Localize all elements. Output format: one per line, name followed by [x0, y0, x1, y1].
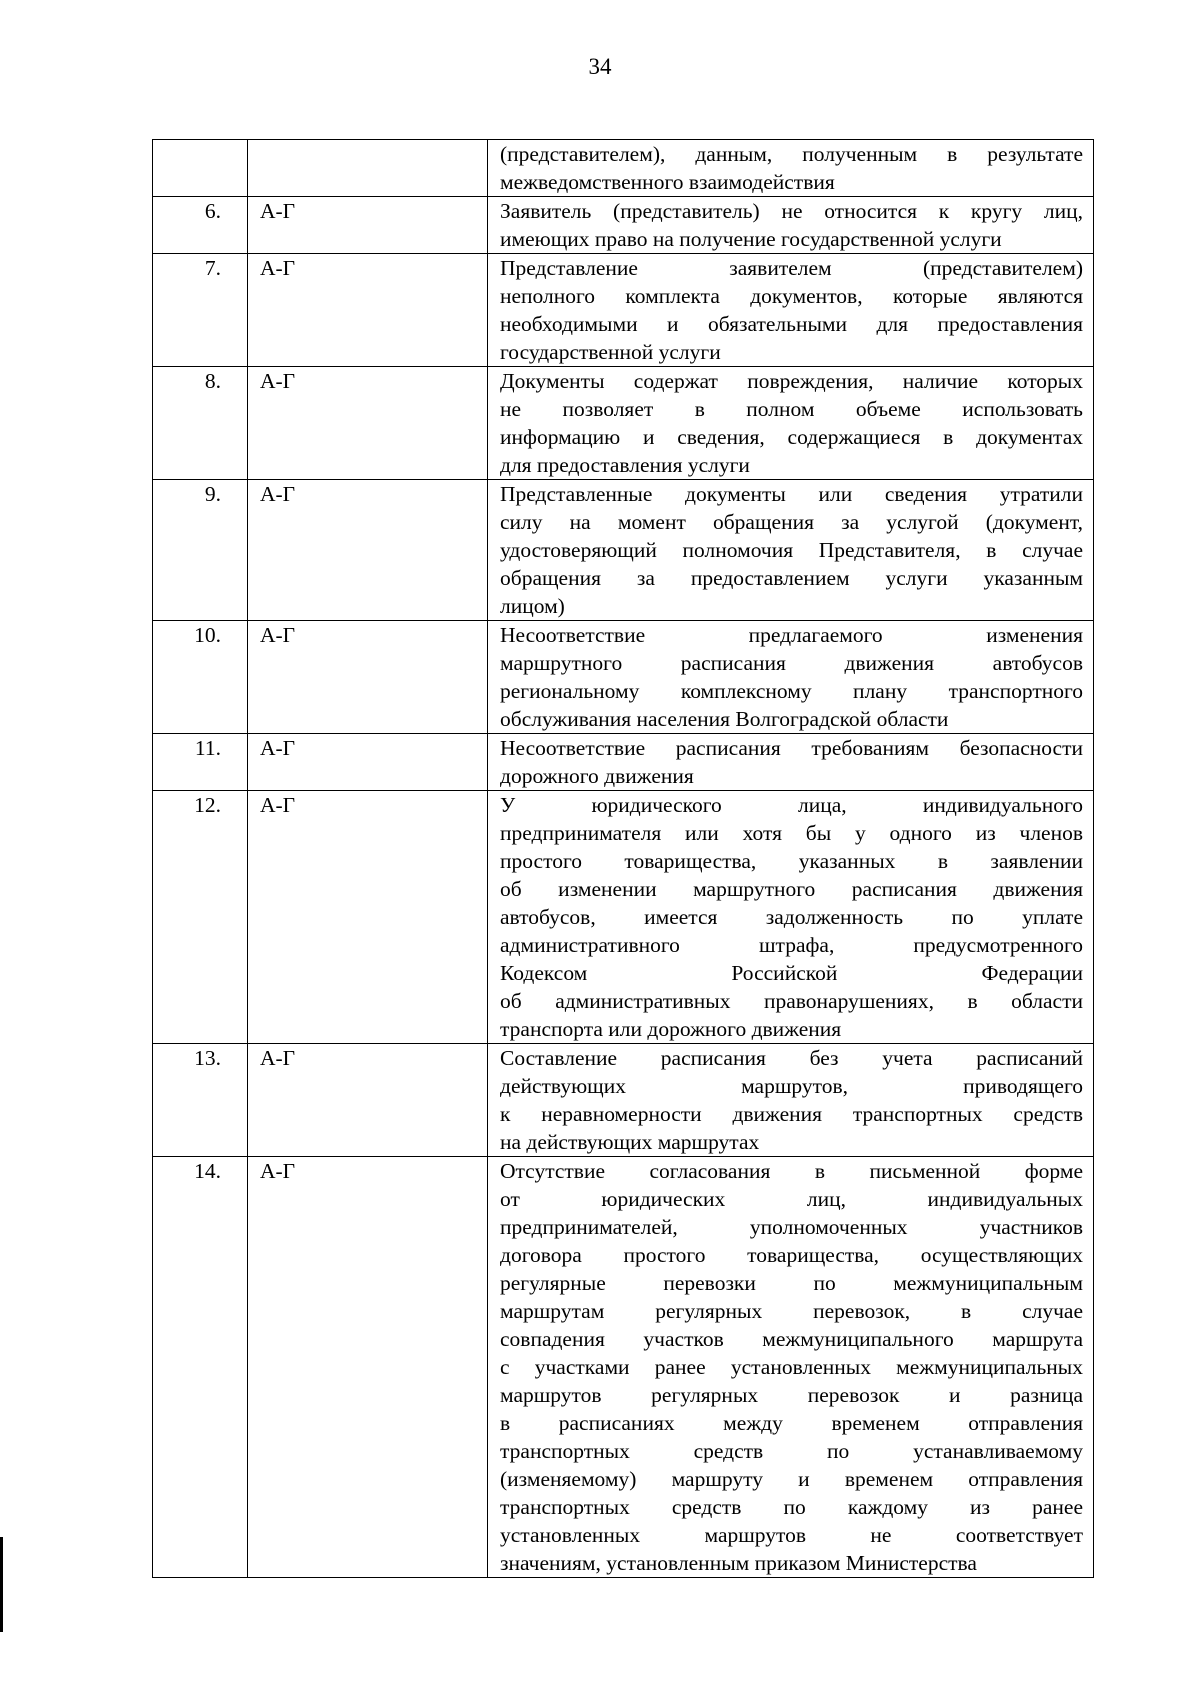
description-line: маршрутам регулярных перевозок, в случае: [500, 1299, 1083, 1323]
row-description-cell: [488, 367, 1094, 480]
description-line: Документы содержат повреждения, наличие которых: [500, 369, 1083, 393]
description-line: межведомственного взаимодействия: [500, 170, 835, 194]
description-line: предпринимателя или хотя бы у одного из членов: [500, 821, 1083, 845]
description-line: силу на момент обращения за услугой (документ,: [500, 510, 1083, 534]
row-description-cell: [488, 140, 1094, 197]
description-line: информацию и сведения, содержащиеся в документах: [500, 425, 1083, 449]
description-line: для предоставления услуги: [500, 453, 750, 477]
table-row: [153, 734, 1094, 791]
description-line: Несоответствие расписания требованиям безопасности: [500, 736, 1083, 760]
row-code-cell: А-Г: [248, 254, 488, 367]
page-number: 34: [588, 54, 612, 79]
description-line: Составление расписания без учета расписаний: [500, 1046, 1083, 1070]
description-line: (изменяемому) маршруту и временем отправления: [500, 1467, 1083, 1491]
description-line: к неравномерности движения транспортных средств: [500, 1102, 1083, 1126]
description-line: лицом): [500, 594, 565, 618]
table-body: [153, 140, 1094, 1578]
row-description-cell: [488, 254, 1094, 367]
description-line: в расписаниях между временем отправления: [500, 1411, 1083, 1435]
description-line: (представителем), данным, полученным в результате: [500, 142, 1083, 166]
table-row: [153, 791, 1094, 1044]
description-line: действующих маршрутов, приводящего: [500, 1074, 1083, 1098]
row-code-cell: А-Г: [248, 791, 488, 1044]
row-description-cell: [488, 197, 1094, 254]
row-code-cell: [248, 140, 488, 197]
refusal-grounds-table: [152, 139, 1094, 1578]
description-line: совпадения участков межмуниципального маршрута: [500, 1327, 1083, 1351]
row-code-cell: А-Г: [248, 1157, 488, 1578]
description-line: маршрутов регулярных перевозок и разница: [500, 1383, 1083, 1407]
row-number-cell: 6.: [153, 197, 248, 254]
description-line: маршрутного расписания движения автобусов: [500, 651, 1083, 675]
description-line: на действующих маршрутах: [500, 1130, 760, 1154]
description-line: Заявитель (представитель) не относится к кругу лиц,: [500, 199, 1083, 223]
description-line: значениям, установленным приказом Министерства: [500, 1551, 977, 1575]
row-description-cell: [488, 1157, 1094, 1578]
description-line: автобусов, имеется задолженность по уплате: [500, 905, 1083, 929]
row-number-cell: [153, 140, 248, 197]
description-line: транспортных средств по устанавливаемому: [500, 1439, 1083, 1463]
row-number-cell: 12.: [153, 791, 248, 1044]
description-line: от юридических лиц, индивидуальных: [500, 1187, 1083, 1211]
description-line: установленных маршрутов не соответствует: [500, 1523, 1083, 1547]
description-line: дорожного движения: [500, 764, 694, 788]
row-number-cell: 10.: [153, 621, 248, 734]
table-row: [153, 197, 1094, 254]
description-line: Кодексом Российской Федерации: [500, 961, 1083, 985]
row-code-cell: А-Г: [248, 734, 488, 791]
description-line: с участками ранее установленных межмуниципальных: [500, 1355, 1083, 1379]
description-line: имеющих право на получение государственной услуги: [500, 227, 1002, 251]
row-number-cell: 8.: [153, 367, 248, 480]
description-line: регулярные перевозки по межмуниципальным: [500, 1271, 1083, 1295]
table-row: [153, 1157, 1094, 1578]
description-line: необходимыми и обязательными для предоставления: [500, 312, 1083, 336]
row-description-cell: [488, 480, 1094, 621]
description-line: транспорта или дорожного движения: [500, 1017, 842, 1041]
description-line: транспортных средств по каждому из ранее: [500, 1495, 1083, 1519]
row-code-cell: А-Г: [248, 1044, 488, 1157]
description-line: об изменении маршрутного расписания движения: [500, 877, 1083, 901]
description-line: простого товарищества, указанных в заявлении: [500, 849, 1083, 873]
description-line: обращения за предоставлением услуги указанным: [500, 566, 1083, 590]
description-line: Представление заявителем (представителем): [500, 256, 1083, 280]
table-row: [153, 140, 1094, 197]
description-line: предпринимателей, уполномоченных участников: [500, 1215, 1083, 1239]
description-line: У юридического лица, индивидуального: [500, 793, 1083, 817]
row-number-cell: 9.: [153, 480, 248, 621]
row-description-cell: [488, 621, 1094, 734]
description-line: обслуживания населения Волгоградской области: [500, 707, 949, 731]
description-line: не позволяет в полном объеме использовать: [500, 397, 1083, 421]
description-line: договора простого товарищества, осуществляющих: [500, 1243, 1083, 1267]
description-line: об административных правонарушениях, в области: [500, 989, 1083, 1013]
description-line: административного штрафа, предусмотренного: [500, 933, 1083, 957]
row-number-cell: 14.: [153, 1157, 248, 1578]
row-number-cell: 7.: [153, 254, 248, 367]
row-description-cell: [488, 1044, 1094, 1157]
row-code-cell: А-Г: [248, 621, 488, 734]
table-row: [153, 1044, 1094, 1157]
table-row: [153, 621, 1094, 734]
row-description-cell: [488, 791, 1094, 1044]
description-line: удостоверяющий полномочия Представителя, в случае: [500, 538, 1083, 562]
row-code-cell: А-Г: [248, 197, 488, 254]
description-line: Представленные документы или сведения утратили: [500, 482, 1083, 506]
description-line: Несоответствие предлагаемого изменения: [500, 623, 1083, 647]
row-number-cell: 13.: [153, 1044, 248, 1157]
description-line: государственной услуги: [500, 340, 721, 364]
table-row: [153, 254, 1094, 367]
row-code-cell: А-Г: [248, 367, 488, 480]
table-row: [153, 367, 1094, 480]
scan-margin-mark: [0, 1537, 3, 1632]
description-line: Отсутствие согласования в письменной форме: [500, 1159, 1083, 1183]
description-line: неполного комплекта документов, которые являются: [500, 284, 1083, 308]
description-line: региональному комплексному плану транспортного: [500, 679, 1083, 703]
table-row: [153, 480, 1094, 621]
row-code-cell: А-Г: [248, 480, 488, 621]
row-description-cell: [488, 734, 1094, 791]
row-number-cell: 11.: [153, 734, 248, 791]
